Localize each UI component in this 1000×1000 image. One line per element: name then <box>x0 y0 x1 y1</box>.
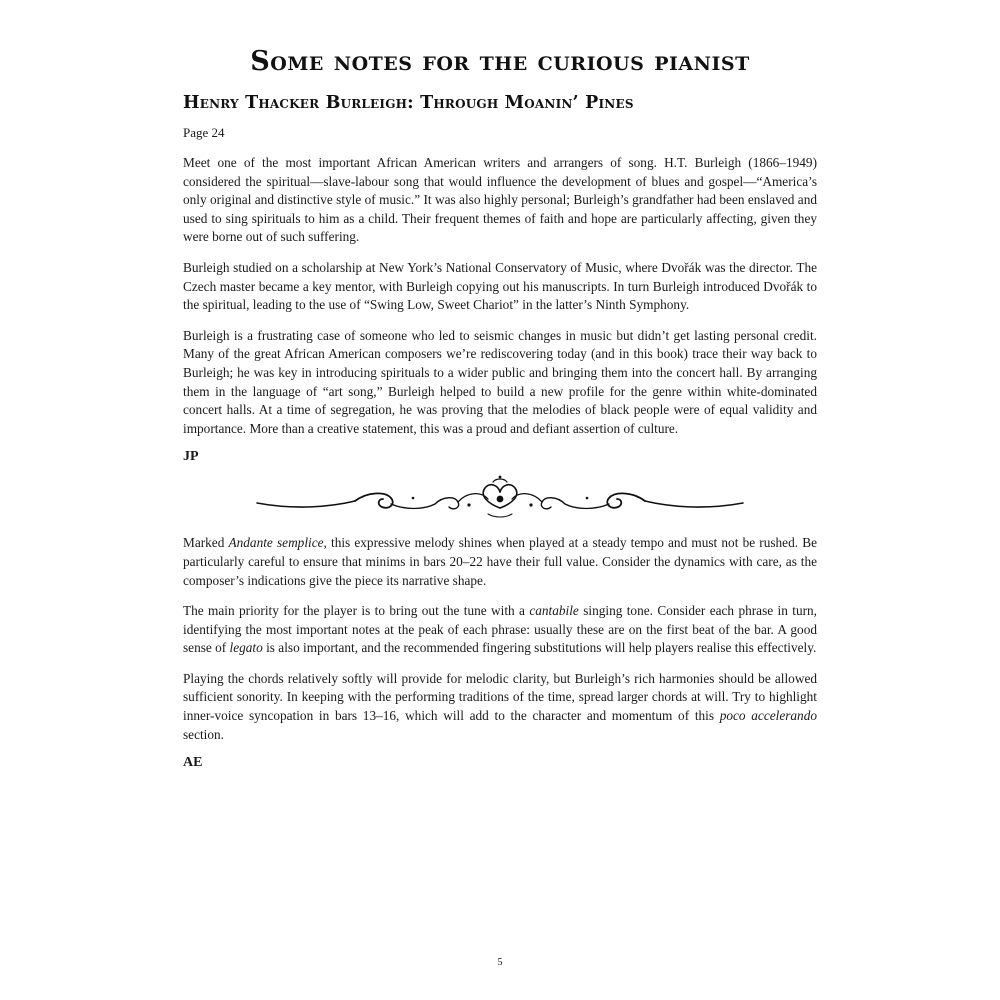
paragraph-chords: Playing the chords relatively softly will provide for melodic clarity, but Burleigh’s rich harmonies should be allowed sufficient sonority. In keeping with the performing traditions of the time, spread larger chords at will. Try to highlight inner-voice syncopation in bars 13–16, which will add to the character and momentum of this poco accelerando section. <box>183 670 817 742</box>
scroll-flourish-divider-icon <box>255 474 745 522</box>
paragraph-intro: Meet one of the most important African American writers and arrangers of song. H.T. Burleigh (1866–1949) considered the spiritual—slave-labour song that would influence the development of blues and gospel—“America’s only original and distinctive style of music.” It was also highly personal; Burleigh’s grandfather had been enslaved and used to sing spirituals to him as a child. Their frequent themes of faith and hope are particularly affecting, given they were borne out of such suffering. <box>183 155 817 245</box>
author-signature-ae: AE <box>183 755 203 771</box>
term-poco-accelerando: poco accelerando <box>719 708 817 724</box>
paragraph-dvorak: Burleigh studied on a scholarship at New York’s National Conservatory of Music, where Dvořák was the director. The Czech master became a key mentor, with Burleigh copying out his manuscripts. In turn Burleigh introduced Dvořák to the spiritual, leading to the use of “Swing Low, Sweet Chariot” in the latter’s Ninth Symphony. <box>183 259 817 313</box>
page-reference: Page 24 <box>183 125 225 140</box>
paragraph-tempo: Marked Andante semplice, this expressive melody shines when played at a steady tempo and must not be rushed. Be particularly careful to ensure that minims in bars 20–22 have their full value. Consider the dynamics with care, as the composer’s indications give the piece its narrative shape. <box>183 535 817 588</box>
section-heading: Henry Thacker Burleigh: Through Moanin’ Pines <box>183 93 634 113</box>
term-legato: legato <box>229 640 263 656</box>
paragraph-tone: The main priority for the player is to bring out the tune with a cantabile singing tone. Consider each phrase in turn, identifying the most important notes at the peak of each phrase: usually these are on the first beat of the bar. A good sense of legato is also important, and the recommended fingering substitutions will help players realise this effectively. <box>183 603 817 656</box>
term-cantabile: cantabile <box>529 603 579 619</box>
document-page <box>183 46 817 772</box>
page-title: Some notes for the curious pianist <box>250 46 750 77</box>
term-andante-semplice: Andante semplice <box>228 535 324 551</box>
author-signature-jp: JP <box>183 449 199 465</box>
page-number: 5 <box>497 957 503 968</box>
paragraph-legacy: Burleigh is a frustrating case of someone who led to seismic changes in music but didn’t get lasting personal credit. Many of the great African American composers we’re rediscovering today (and in this book) trace their way back to Burleigh; he was key in introducing spirituals to a wider public and bringing them into the concert hall. By arranging them in the language of “art song,” Burleigh helped to build a new profile for the genre within white-dominated concert halls. At a time of segregation, he was proving that the melodies of black people were of equal validity and importance. More than a creative statement, this was a proud and defiant assertion of culture. <box>183 327 817 436</box>
